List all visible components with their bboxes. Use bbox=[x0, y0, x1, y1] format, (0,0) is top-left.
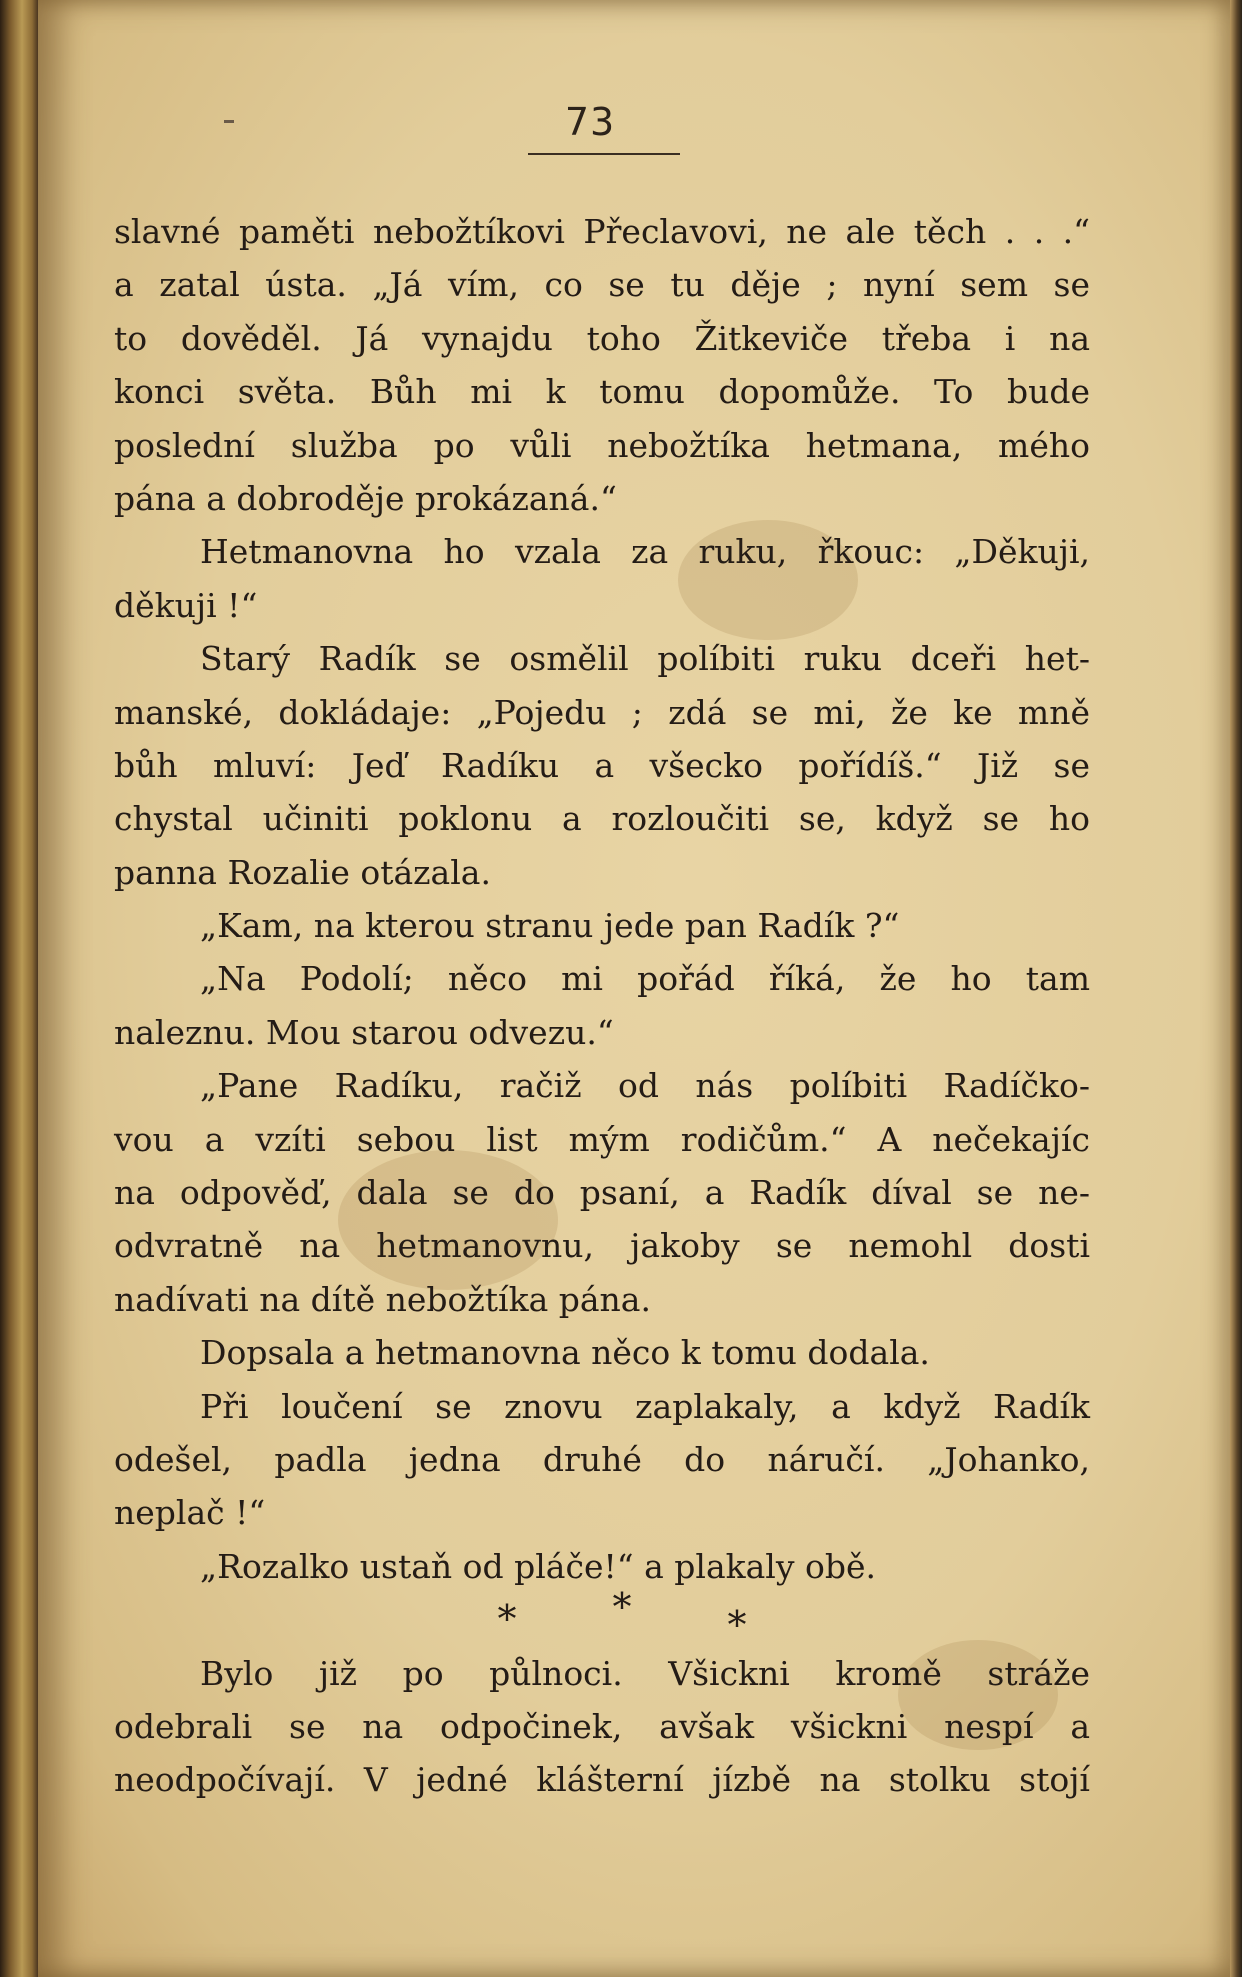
star-glyph: * bbox=[497, 1597, 517, 1642]
star-glyph: * bbox=[612, 1585, 632, 1630]
text-line: na odpověď, dala se do psaní, a Radík díval se ne- bbox=[114, 1173, 1090, 1213]
text-line: bůh mluví: Jeď Radíku a všecko pořídíš.“ Již se bbox=[114, 745, 1090, 785]
section-break-stars bbox=[114, 1585, 1090, 1648]
text-line: odvratně na hetmanovnu, jakoby se nemohl dosti bbox=[114, 1226, 1090, 1266]
text-line: „Na Podolí; něco mi pořád říká, že ho tam bbox=[200, 959, 1090, 999]
text-line: Při loučení se znovu zaplakaly, a když Radík bbox=[200, 1386, 1090, 1426]
text-line: Bylo již po půlnoci. Všickni kromě stráže bbox=[200, 1653, 1090, 1693]
text-line: panna Rozalie otázala. bbox=[114, 852, 491, 892]
page-number-rule bbox=[528, 153, 680, 155]
text-line: „Rozalko ustaň od pláče!“ a plakaly obě. bbox=[200, 1546, 877, 1586]
text-line: slavné paměti nebožtíkovi Přeclavovi, ne ale těch . . .“ bbox=[114, 212, 1090, 251]
text-line: Hetmanovna ho vzala za ruku, řkouc: „Děkuji, bbox=[200, 532, 1090, 572]
text-line: „Kam, na kterou stranu jede pan Radík ?“ bbox=[200, 906, 900, 946]
body-text bbox=[114, 205, 1090, 1807]
text-line: vou a vzíti sebou list mým rodičům.“ A nečekajíc bbox=[114, 1119, 1090, 1159]
text-line: nadívati na dítě nebožtíka pána. bbox=[114, 1279, 651, 1319]
text-line: konci světa. Bůh mi k tomu dopomůže. To bude bbox=[114, 372, 1090, 412]
text-line: naleznu. Mou starou odvezu.“ bbox=[114, 1012, 614, 1052]
text-line: a zatal ústa. „Já vím, co se tu děje ; nyní sem se bbox=[114, 265, 1090, 305]
page-edge bbox=[1230, 0, 1242, 1977]
text-line: Starý Radík se osmělil políbiti ruku dceři het- bbox=[200, 639, 1090, 679]
text-line: neplač !“ bbox=[114, 1493, 266, 1533]
margin-mark bbox=[224, 120, 234, 123]
text-line: odebrali se na odpočinek, avšak všickni nespí a bbox=[114, 1706, 1090, 1746]
binding-edge bbox=[0, 0, 38, 1977]
text-line: chystal učiniti poklonu a rozloučiti se, když se ho bbox=[114, 799, 1090, 839]
text-line: to dověděl. Já vynajdu toho Žitkeviče třeba i na bbox=[114, 318, 1090, 358]
text-line: děkuji !“ bbox=[114, 585, 258, 625]
star-glyph: * bbox=[727, 1603, 747, 1648]
text-line: odešel, padla jedna druhé do náručí. „Johanko, bbox=[114, 1439, 1090, 1479]
text-line: neodpočívají. V jedné klášterní jízbě na stolku stojí bbox=[114, 1760, 1090, 1800]
text-line: poslední služba po vůli nebožtíka hetmana, mého bbox=[114, 425, 1090, 465]
text-line: „Pane Radíku, račiž od nás políbiti Radíčko- bbox=[200, 1066, 1090, 1106]
text-line: pána a dobroděje prokázaná.“ bbox=[114, 478, 617, 518]
page-number: 73 bbox=[564, 100, 616, 144]
text-line: manské, dokládaje: „Pojedu ; zdá se mi, že ke mně bbox=[114, 692, 1090, 732]
text-line: Dopsala a hetmanovna něco k tomu dodala. bbox=[200, 1333, 930, 1373]
